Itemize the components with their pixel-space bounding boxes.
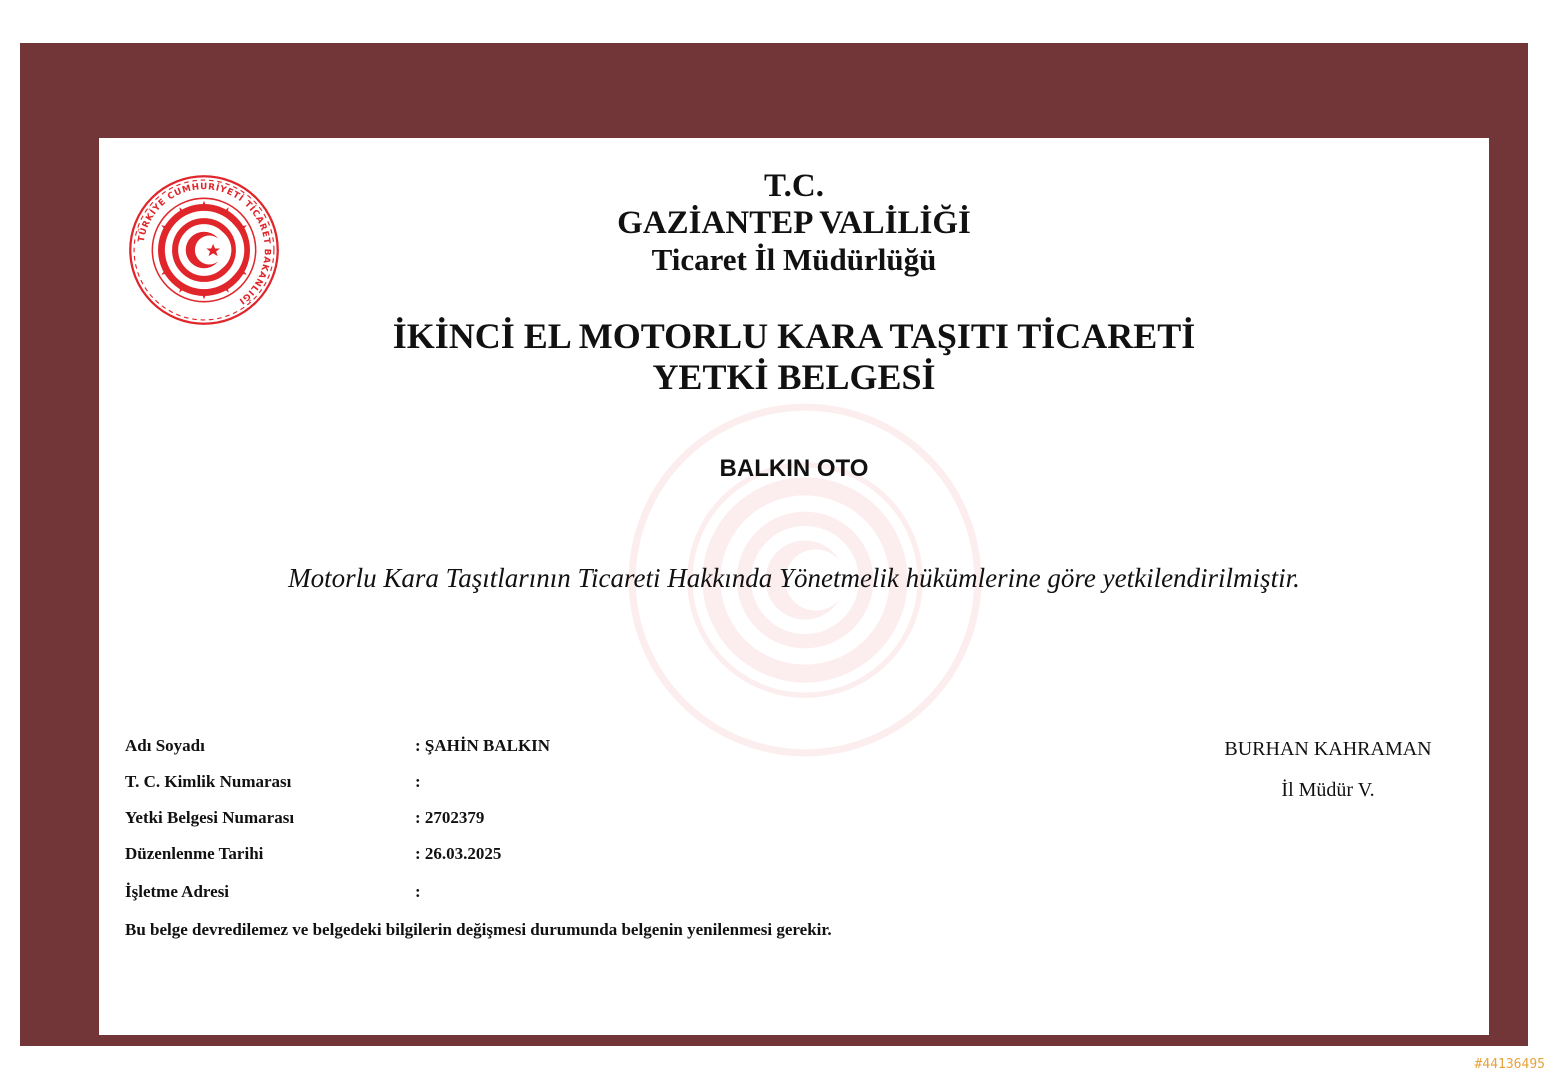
field-value: : ŞAHİN BALKIN — [415, 736, 551, 755]
reference-id: #44136495 — [1474, 1057, 1545, 1072]
field-value: : 2702379 — [415, 808, 485, 827]
certificate-sheet — [99, 138, 1489, 1035]
header-governorship: GAZİANTEP VALİLİĞİ — [617, 205, 971, 241]
field-row-certificate-number — [125, 808, 725, 832]
business-name: BALKIN OTO — [719, 455, 869, 482]
field-label: T. C. Kimlik Numarası — [125, 772, 292, 791]
certificate-title-line1: İKİNCİ EL MOTORLU KARA TAŞITI TİCARETİ — [392, 316, 1196, 356]
certificate-title-line2: YETKİ BELGESİ — [652, 357, 936, 397]
field-row-issue-date — [125, 844, 725, 868]
field-value: : 26.03.2025 — [415, 844, 502, 863]
field-row-name — [125, 736, 725, 760]
field-row-business-address — [125, 882, 725, 906]
certificate-frame — [20, 43, 1528, 1046]
field-label: Adı Soyadı — [125, 736, 205, 755]
authorization-statement: Motorlu Kara Taşıtlarının Ticareti Hakkında Yönetmelik hükümlerine göre yetkilendirilmiştir. — [288, 563, 1300, 593]
field-value: : — [415, 882, 421, 901]
seal-text: TÜRKİYE CUMHURİYETİ TİCARET BAKANLIĞI — [136, 182, 272, 306]
header-tc: T.C. — [764, 168, 824, 204]
field-label: Yetki Belgesi Numarası — [125, 808, 295, 827]
field-row-id-number — [125, 772, 725, 796]
field-label: Düzenlenme Tarihi — [125, 844, 264, 863]
signer-role: İl Müdür V. — [1281, 779, 1375, 801]
transfer-notice: Bu belge devredilemez ve belgedeki bilgilerin değişmesi durumunda belgenin yenilenmesi gerekir. — [125, 920, 832, 939]
field-value: : — [415, 772, 421, 791]
field-label: İşletme Adresi — [125, 882, 230, 901]
signer-name: BURHAN KAHRAMAN — [1224, 738, 1432, 760]
header-directorate: Ticaret İl Müdürlüğü — [651, 242, 937, 277]
